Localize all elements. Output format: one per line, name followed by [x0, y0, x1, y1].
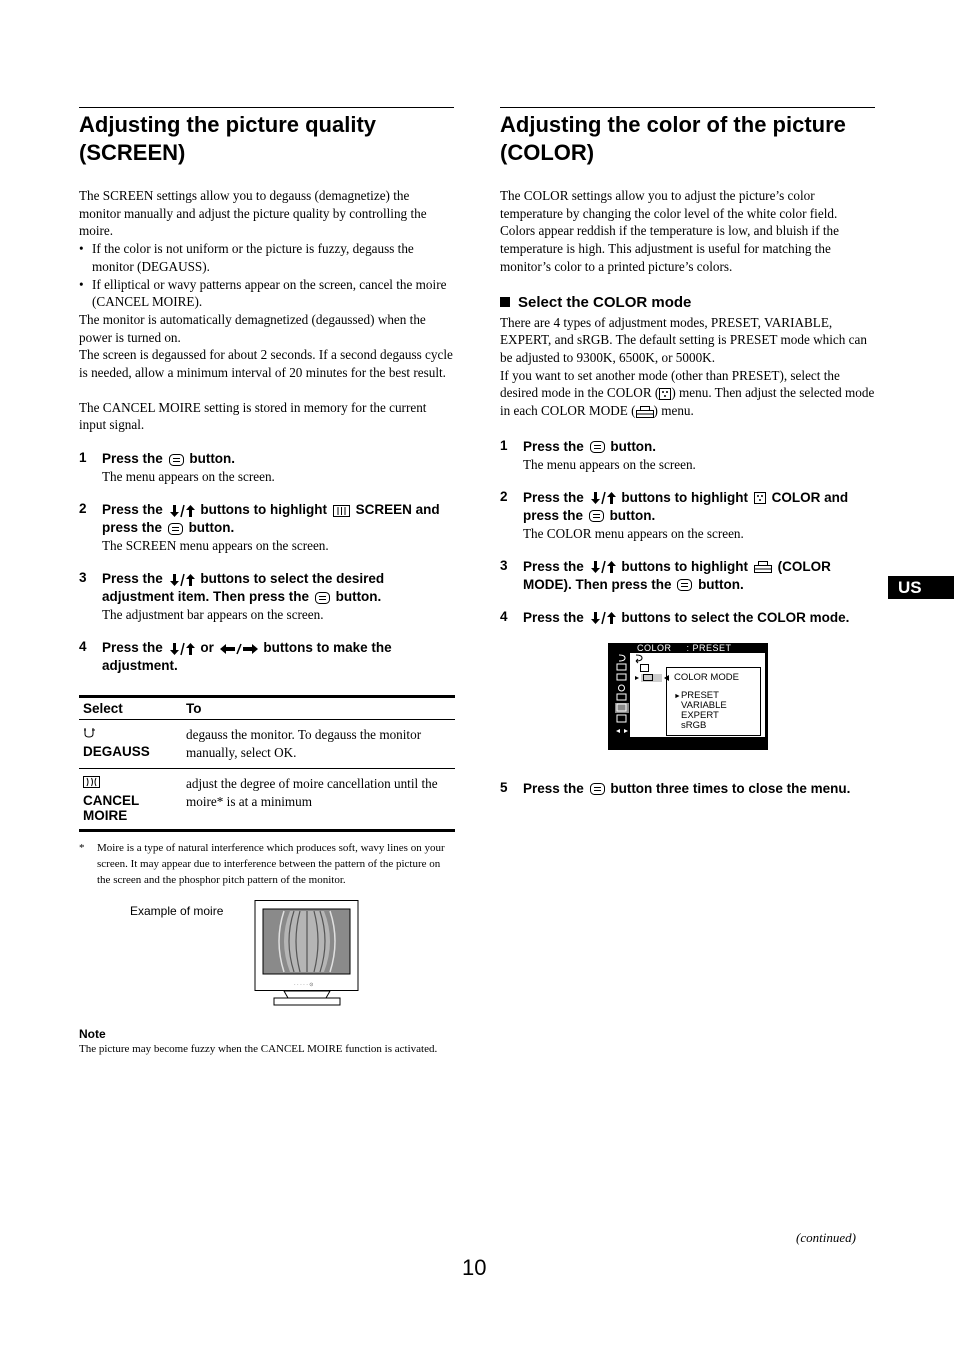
step-text: button.	[609, 507, 656, 523]
step-3	[79, 570, 454, 624]
step-number: 5	[500, 779, 508, 795]
step-text: SCREEN and press the	[102, 502, 440, 536]
color-menu-icon	[754, 492, 766, 504]
step-text: buttons to select the COLOR mode.	[621, 609, 850, 625]
table-header: Select	[79, 697, 182, 720]
note-title: Note	[79, 1027, 106, 1042]
section-rule	[79, 107, 454, 108]
step-number: 3	[79, 570, 87, 586]
step-desc: The SCREEN menu appears on the screen.	[102, 538, 329, 554]
color-mode-icon	[754, 561, 772, 573]
cancel-moire-icon	[83, 776, 100, 788]
step-text: Press the	[523, 438, 584, 454]
down-up-arrows-icon	[169, 573, 195, 587]
auto-degauss-text: The monitor is automatically demagnetized (degaussed) when the power is turned on.	[79, 311, 426, 345]
down-up-arrows-icon	[169, 504, 195, 518]
page-number: 10	[462, 1255, 487, 1280]
footnote-text: Moire is a type of natural interference which produces soft, wavy lines on your screen. It may appear due to interference between the pattern of the picture on the screen and the phosphor pitch pattern of the monitor.	[97, 842, 445, 887]
select-mode-text: If you want to set another mode (other than PRESET), select the desired mode in the COLOR ( ) menu. Then adjust the selected mode in each COLOR MODE ( ) menu.	[500, 367, 875, 419]
bullet-item: • If the color is not uniform or the picture is fuzzy, degauss the monitor (DEGAUSS).	[79, 240, 454, 275]
down-up-arrows-icon	[590, 560, 616, 574]
step-number: 1	[79, 450, 87, 466]
osd-sidebar-icons	[615, 653, 629, 741]
footnote-mark: *	[79, 842, 85, 855]
square-bullet-icon	[500, 297, 510, 307]
table-cell-desc: adjust the degree of moire cancellation until the moire* is at a minimum	[182, 769, 455, 831]
continued-label: (continued)	[796, 1230, 856, 1245]
screen-section	[79, 107, 454, 1057]
step-text: buttons to make the adjustment.	[102, 640, 392, 674]
screen-section-title: Adjusting the picture quality (SCREEN)	[79, 112, 377, 165]
degauss-icon	[83, 727, 97, 739]
menu-button-icon	[315, 592, 330, 604]
osd-mode-box	[666, 667, 761, 736]
table-cell-name: DEGAUSS	[83, 744, 150, 760]
step-text: buttons to select the desired adjustment item. Then press the	[102, 571, 385, 605]
section-rule	[500, 107, 875, 108]
screen-intro: The SCREEN settings allow you to degauss (demagnetize) the monitor manually and adjust the picture quality by controlling the moire.	[79, 188, 427, 239]
table-header: To	[182, 697, 455, 720]
moire-caption: Example of moire	[130, 904, 224, 919]
step-desc: The menu appears on the screen.	[523, 456, 696, 472]
step-text: or	[200, 640, 214, 656]
step-2	[500, 489, 875, 543]
color-mode-icon	[636, 406, 654, 418]
step-4	[79, 639, 454, 675]
step-text: Press the	[102, 571, 163, 587]
moire-example	[79, 900, 454, 1018]
color-intro: The COLOR settings allow you to adjust the picture’s color temperature by changing the color level of the white color field. Colors appear reddish if the temperature is low, and bluish if the temperature is high. This adjustment is useful for matching the monitor’s color to a printed picture’s colors.	[500, 188, 839, 274]
color-menu-icon	[659, 388, 671, 400]
color-section-title: Adjusting the color of the picture (COLOR)	[500, 112, 846, 165]
modes-text: There are 4 types of adjustment modes, PRESET, VARIABLE, EXPERT, and sRGB. The default setting is PRESET mode which can be adjusted to 9300K, 6500K, or 5000K.	[500, 314, 867, 365]
step-text: buttons to highlight	[621, 489, 749, 505]
step-desc: The COLOR menu appears on the screen.	[523, 525, 744, 541]
menu-button-icon	[677, 579, 692, 591]
step-text: COLOR and press the	[523, 489, 849, 523]
select-table	[79, 695, 455, 832]
step-text: Press the	[523, 558, 584, 574]
table-cell-name: CANCEL MOIRE	[83, 793, 140, 824]
menu-button-icon	[590, 783, 605, 795]
step-1	[500, 438, 875, 474]
language-tab: US	[888, 576, 954, 599]
osd-option[interactable]: VARIABLE	[681, 700, 727, 712]
step-text: buttons to highlight	[200, 502, 328, 518]
step-text: button.	[610, 438, 657, 454]
step-number: 4	[79, 639, 87, 655]
table-cell-desc: degauss the monitor. To degauss the monitor manually, select OK.	[182, 720, 455, 769]
table-row	[79, 720, 455, 769]
step-3	[500, 558, 875, 594]
step-4	[500, 609, 875, 627]
osd-option[interactable]: sRGB	[681, 719, 707, 731]
step-1	[79, 450, 454, 486]
step-text: button.	[698, 576, 744, 592]
step-number: 4	[500, 608, 508, 624]
svg-text:· · · · · ⊙: · · · · · ⊙	[294, 982, 314, 989]
footnote	[79, 840, 454, 888]
osd-option[interactable]: EXPERT	[681, 710, 719, 722]
step-5	[500, 780, 875, 798]
left-right-arrows-icon	[220, 643, 258, 655]
step-desc: The adjustment bar appears on the screen.	[102, 607, 324, 623]
menu-button-icon	[168, 523, 183, 535]
osd-header: COLOR : PRESET	[637, 642, 732, 653]
osd-box-title: COLOR MODE	[674, 671, 739, 683]
screen-menu-icon	[333, 505, 350, 517]
step-text: Press the	[102, 502, 163, 518]
menu-button-icon	[169, 454, 184, 466]
osd-options	[674, 691, 727, 731]
step-number: 2	[500, 488, 508, 504]
osd-color-menu	[608, 643, 768, 750]
step-text: Press the	[523, 780, 584, 796]
bullet-item: • If elliptical or wavy patterns appear on the screen, cancel the moire (CANCEL MOIRE).	[79, 276, 454, 311]
step-text: Press the	[523, 609, 584, 625]
osd-body	[630, 653, 765, 747]
step-text: (COLOR MODE). Then press the	[523, 558, 831, 592]
step-desc: The menu appears on the screen.	[102, 469, 275, 485]
step-text: button.	[335, 589, 382, 605]
menu-button-icon	[589, 510, 604, 522]
cancel-moire-memory-text: The CANCEL MOIRE setting is stored in memory for the current input signal.	[79, 399, 427, 433]
step-text: button.	[189, 451, 236, 467]
step-text: Press the	[102, 451, 163, 467]
down-up-arrows-icon	[169, 642, 195, 656]
step-number: 2	[79, 501, 87, 517]
down-up-arrows-icon	[590, 611, 616, 625]
color-section	[500, 107, 875, 798]
step-text: button three times to close the menu.	[610, 780, 851, 796]
osd-footer: 1280x1024 / 85Hz	[652, 736, 744, 747]
step-text: Press the	[523, 489, 584, 505]
step-2	[79, 501, 454, 555]
osd-option[interactable]: ►PRESET	[674, 689, 719, 701]
step-number: 3	[500, 557, 508, 573]
step-text: buttons to highlight	[621, 558, 749, 574]
moire-monitor-image	[254, 900, 360, 1008]
note-text: The picture may become fuzzy when the CANCEL MOIRE function is activated.	[79, 1043, 438, 1056]
down-up-arrows-icon	[590, 491, 616, 505]
step-number: 1	[500, 437, 508, 453]
subsection-heading: Select the COLOR mode	[500, 294, 875, 311]
menu-button-icon	[590, 441, 605, 453]
degauss-interval-text: The screen is degaussed for about 2 seconds. If a second degauss cycle is needed, allow a minimum interval of 20 minutes for the best result.	[79, 347, 453, 381]
table-row	[79, 769, 455, 831]
step-text: Press the	[102, 640, 163, 656]
step-text: button.	[188, 520, 235, 536]
